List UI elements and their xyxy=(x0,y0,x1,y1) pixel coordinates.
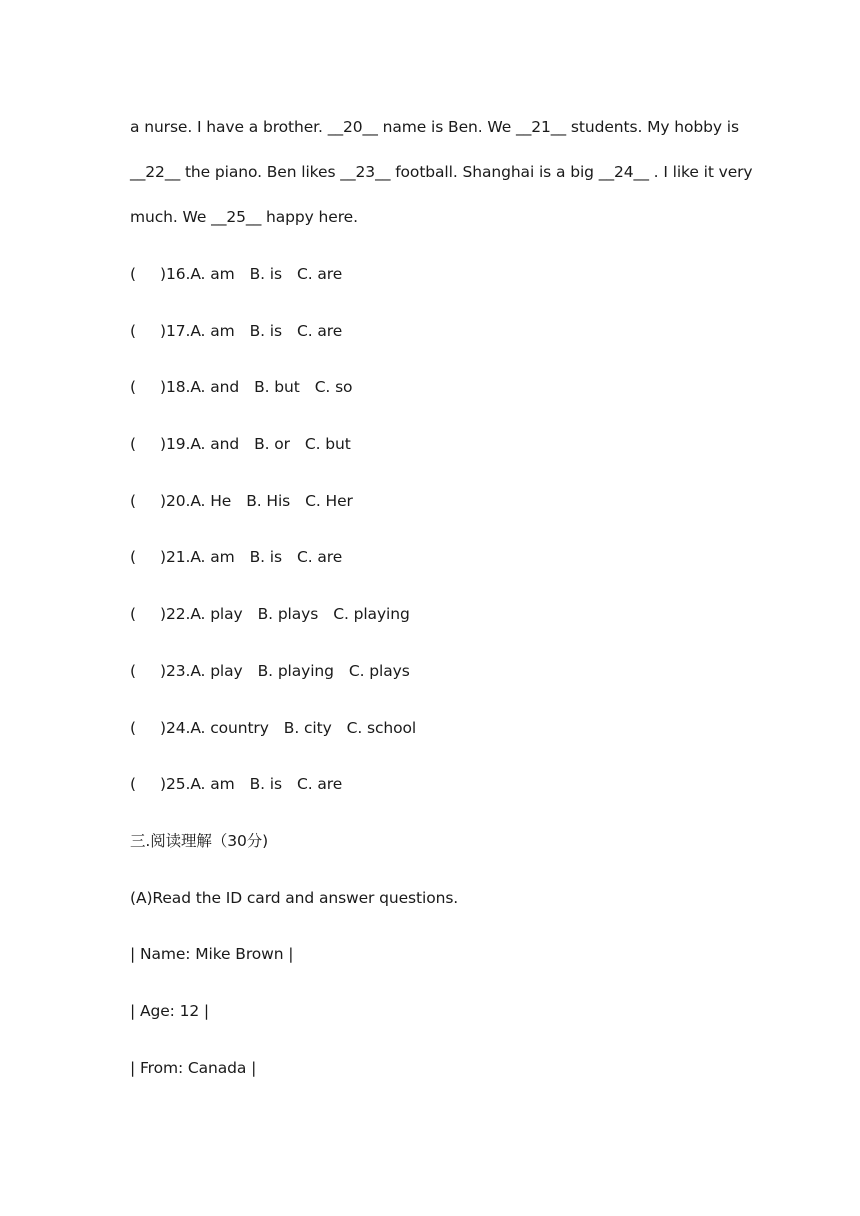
option-a: A. country xyxy=(190,718,269,737)
option-c: C. plays xyxy=(348,661,410,680)
option-a: A. am xyxy=(190,548,235,567)
question-19 xyxy=(130,430,740,487)
id-card xyxy=(130,940,740,1110)
option-b: B. but xyxy=(254,378,300,397)
question-18 xyxy=(130,373,740,430)
passage-line-3: much. We __25__ happy here. xyxy=(130,208,358,226)
answer-blank-close: ) xyxy=(160,491,166,510)
answer-blank-close: ) xyxy=(160,661,166,680)
answer-blank-close: ) xyxy=(160,435,166,454)
answer-blank-open: ( xyxy=(130,491,136,510)
question-21 xyxy=(130,543,740,600)
section-heading: 三.阅读理解（30分) xyxy=(130,831,269,850)
answer-blank-open: ( xyxy=(130,775,136,794)
answer-blank-open: ( xyxy=(130,548,136,567)
question-number: 19. xyxy=(165,435,191,454)
question-25 xyxy=(130,770,740,827)
option-b: B. His xyxy=(246,491,291,510)
passage-line-1: a nurse. I have a brother. __20__ name is Ben. We __21__ students. My hobby is xyxy=(130,118,739,136)
answer-blank-close: ) xyxy=(160,378,166,397)
question-number: 23. xyxy=(165,661,191,680)
option-c: C. are xyxy=(296,775,343,794)
option-a: A. am xyxy=(190,321,235,340)
document-content xyxy=(130,113,753,1110)
answer-blank-close: ) xyxy=(160,265,166,283)
id-card-name-line: | Name: Mike Brown | xyxy=(130,945,294,964)
option-c: C. are xyxy=(296,265,343,283)
question-number: 20. xyxy=(165,491,191,510)
option-b: B. city xyxy=(283,718,332,737)
answer-blank-open: ( xyxy=(130,661,136,680)
option-b: B. is xyxy=(249,775,282,794)
question-23 xyxy=(130,657,740,714)
answer-blank-close: ) xyxy=(160,321,166,340)
option-c: C. playing xyxy=(333,605,410,624)
question-number: 21. xyxy=(165,548,191,567)
answer-blank-open: ( xyxy=(130,605,136,624)
option-b: B. or xyxy=(254,435,290,454)
option-a: A. play xyxy=(190,605,243,624)
question-list xyxy=(130,260,740,827)
answer-blank-close: ) xyxy=(160,775,166,794)
answer-blank-open: ( xyxy=(130,435,136,454)
answer-blank-close: ) xyxy=(160,718,166,737)
question-number: 18. xyxy=(165,378,191,397)
answer-blank-open: ( xyxy=(130,378,136,397)
option-b: B. is xyxy=(249,265,282,283)
option-b: B. plays xyxy=(257,605,319,624)
option-a: A. am xyxy=(190,265,235,283)
option-c: C. school xyxy=(346,718,417,737)
option-c: C. are xyxy=(296,548,343,567)
option-c: C. so xyxy=(314,378,353,397)
option-c: C. Her xyxy=(305,491,353,510)
question-number: 25. xyxy=(165,775,191,794)
answer-blank-close: ) xyxy=(160,548,166,567)
section-instruction: (A)Read the ID card and answer questions. xyxy=(130,888,459,907)
option-a: A. and xyxy=(190,435,240,454)
passage-line-2: __22__ the piano. Ben likes __23__ football. Shanghai is a big __24__ . I like it very xyxy=(130,163,753,181)
question-number: 16. xyxy=(165,265,191,283)
question-17 xyxy=(130,317,740,374)
option-b: B. is xyxy=(249,548,282,567)
question-22 xyxy=(130,600,740,657)
answer-blank-close: ) xyxy=(160,605,166,624)
option-b: B. is xyxy=(249,321,282,340)
id-card-age-line: | Age: 12 | xyxy=(130,1001,210,1020)
id-card-from-line: | From: Canada | xyxy=(130,1058,257,1077)
option-a: A. play xyxy=(190,661,243,680)
answer-blank-open: ( xyxy=(130,718,136,737)
option-a: A. He xyxy=(190,491,232,510)
question-24 xyxy=(130,714,740,771)
option-c: C. but xyxy=(304,435,351,454)
option-b: B. playing xyxy=(257,661,334,680)
question-20 xyxy=(130,487,740,544)
question-number: 17. xyxy=(165,321,191,340)
option-a: A. am xyxy=(190,775,235,794)
answer-blank-open: ( xyxy=(130,265,136,283)
option-c: C. are xyxy=(296,321,343,340)
option-a: A. and xyxy=(190,378,240,397)
question-number: 24. xyxy=(165,718,191,737)
answer-blank-open: ( xyxy=(130,321,136,340)
question-16 xyxy=(130,260,740,317)
passage xyxy=(130,113,753,260)
question-number: 22. xyxy=(165,605,191,624)
